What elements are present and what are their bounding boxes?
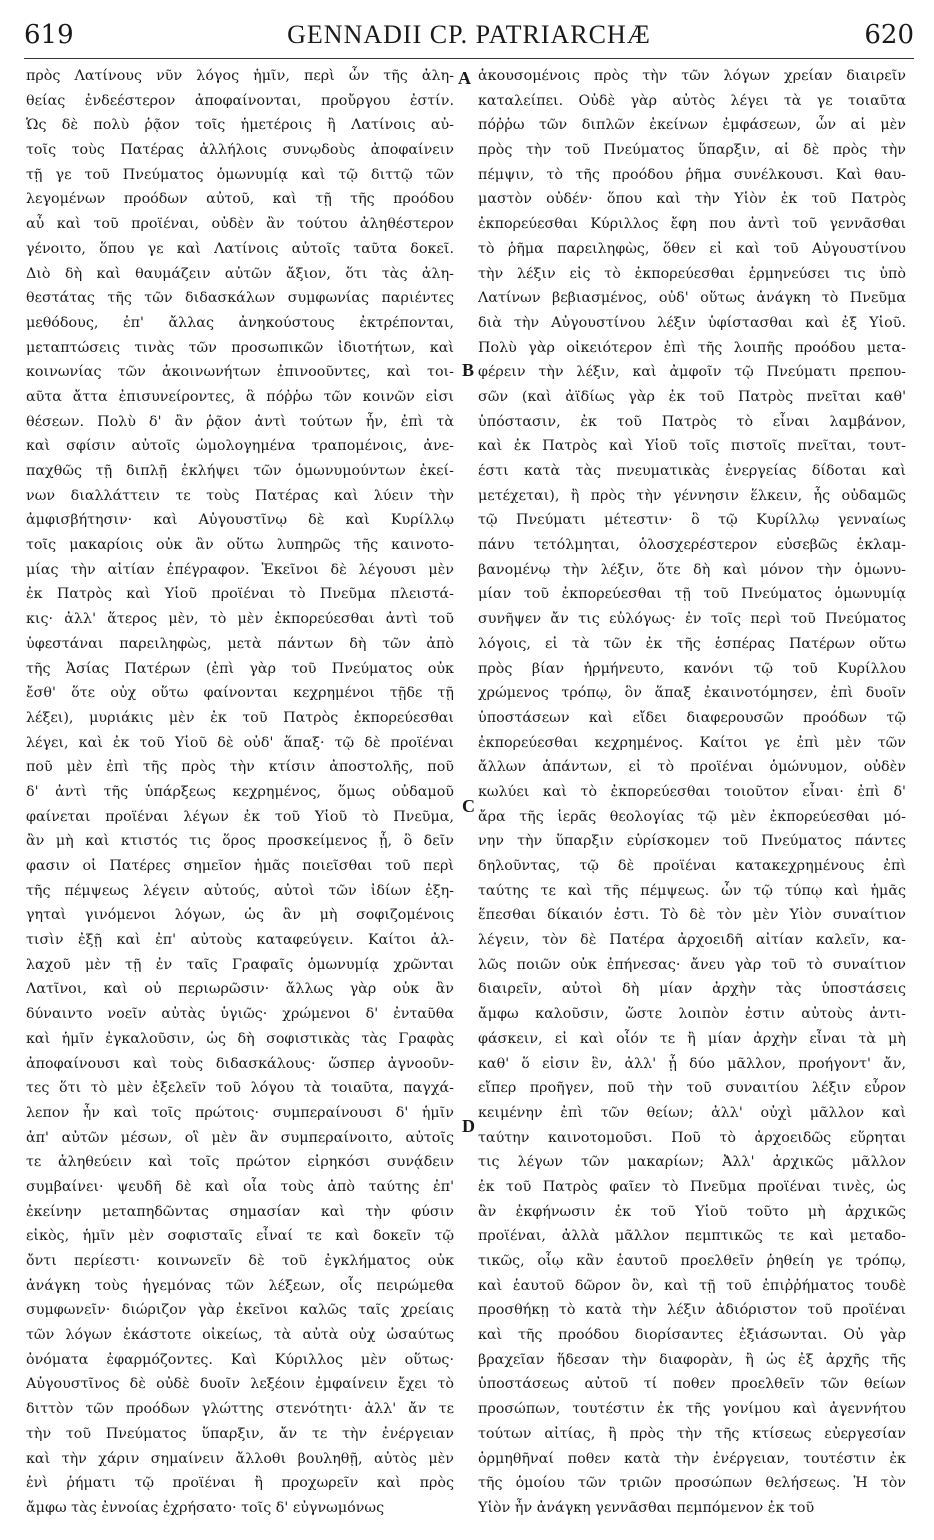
- margin-marker-d: D: [462, 1116, 475, 1136]
- text-line: ὁρμηθῆναί ποθεν κατὰ τὴν ἐνέργειαν, τουτέστιν ἐκ: [478, 1450, 906, 1467]
- text-line: φάσκειν, εἰ καὶ οἷόν τε ἢ μίαν ἀρχὴν εἶναι τὰ μὴ: [478, 1030, 906, 1047]
- text-line: συμβαίνει· ψευδῆ δὲ καὶ οἷα τοὺς ἀπὸ ταύτης ἐπ': [26, 1178, 454, 1195]
- text-line: τισὶν ἐξῇ καὶ ἐπ' αὐτοὺς καταφεύγειν. Καίτοι ἀλ-: [26, 932, 454, 949]
- text-line: Υἱὸν ἦν ἀνάγκη γεννᾶσθαι πεμπόμενον ἐκ τοῦ: [478, 1499, 815, 1516]
- text-line: αὖ καὶ τοῦ προϊέναι, οὐδὲν ἂν τούτου ἀληθέστερον: [26, 216, 454, 233]
- text-line: μεθόδους, ἐπ' ἄλλας ἀνηκούστους ἐκτρέπονται,: [26, 314, 454, 331]
- text-line: λέγει, καὶ ἐκ τοῦ Υἱοῦ δὲ οὐδ' ἅπαξ· τῷ δὲ προϊέναι: [26, 734, 454, 751]
- text-line: πέμψιν, τὸ τῆς προόδου ῥῆμα συνέλκουσι. Καὶ θαυ-: [478, 166, 906, 183]
- text-line: Πολὺ γὰρ οἰκειότερον ἐπὶ τῆς λοιπῆς προόδου μετα-: [478, 339, 906, 356]
- text-line: κις· ἀλλ' ἅτερος μὲν, τὸ μὲν ἐκπορεύεσθαι ἀντὶ τοῦ: [26, 611, 454, 628]
- text-line: καὶ τῆς προόδου διορίσαντες ἐξιάσωνται. Οὐ γὰρ: [478, 1327, 906, 1344]
- text-line: τὴν τοῦ Πνεύματος ὕπαρξιν, ἄν τε τὴν ἐνέργειαν: [26, 1425, 454, 1442]
- text-line: ὑπόστασιν, ἐκ τοῦ Πατρὸς τὸ εἶναι λαμβάνον,: [478, 413, 906, 430]
- text-line: τούτων αἰτίας, ἢ πρὸς τὴν τῆς κτίσεως εὐεργεσίαν: [478, 1425, 906, 1442]
- text-line: κειμένην ἐπὶ τῶν θείων; ἀλλ' οὐχὶ μᾶλλον καὶ: [478, 1104, 906, 1121]
- text-line: εἴπερ προῆγεν, ποῦ τὴν τοῦ συναιτίου λέξιν εὗρον: [478, 1080, 906, 1097]
- margin-marker-b: B: [462, 360, 475, 380]
- text-line: πρὸς βίαν ἡρμήνευτο, κανόνι τῷ τοῦ Κυρίλλου: [478, 660, 906, 677]
- text-line: γηταὶ γινόμενοι λόγων, ὡς ἂν μὴ σοφιζομένοις: [26, 907, 454, 924]
- text-line: ταύτην καινοτομοῦσι. Ποῦ τὸ ἀρχοειδῶς εὕρηται: [478, 1129, 906, 1146]
- text-line: θείας ἐνδεέστερον ἀποφαίνονται, προὔργου ἐστίν.: [26, 92, 454, 109]
- text-line: ἐκ τοῦ Πατρὸς φαῖεν τὸ Πνεῦμα προϊέναι τινὲς, ὡς: [478, 1178, 906, 1195]
- text-line: εἰκὸς, ἡμῖν μὲν σοφισταῖς εἶναί τε καὶ δοκεῖν τῷ: [26, 1228, 454, 1245]
- text-line: ἄμφω καλοῦσιν, ὥστε λοιπὸν ἐστιν αὐτοὺς ἀντι-: [478, 1006, 906, 1023]
- text-line: φέρειν τὴν λέξιν, καὶ ἀμφοῖν τῷ Πνεύματι πρεπου-: [478, 364, 906, 381]
- text-line: κωλύει καὶ τὸ ἐκπορεύεσθαι τοιοῦτον εἶναι· ἐπὶ δ': [478, 783, 906, 800]
- text-line: παχθῶς τῇ διπλῇ ἐκλήψει τῶν ὁμωνυμούντων ἐκεί-: [26, 463, 454, 479]
- text-line: μίας τὴν αἰτίαν ἐπέγραφον. Ἐκεῖνοι δὲ λέγουσι μὲν: [26, 561, 454, 578]
- text-line: θέσεων. Πολὺ δ' ἂν ῥᾷον ἀντὶ τούτων ἦν, ἐπὶ τὰ: [26, 413, 454, 430]
- text-line: σῶν (καὶ ἀϊδίως γὰρ ἐκ τοῦ Πατρὸς πνεῖται καθ': [478, 388, 906, 405]
- text-line: τικῶς, οἷῳ κἂν ἑαυτοῦ προελθεῖν ῥηθείη γε τρόπῳ,: [478, 1253, 906, 1269]
- text-line: ἔσθ' ὅτε οὐχ οὕτω φαίνονται κεχρημένοι τῇδε τῇ: [26, 685, 454, 702]
- text-line: λέξει), μυριάκις μὲν ἐκ τοῦ Πατρὸς ἐκπορεύεσθαι: [26, 709, 454, 726]
- text-line: πόῤῥω τῶν διπλῶν ἐκείνων ἐμφάσεων, ὧν αἱ μὲν: [478, 117, 906, 134]
- text-line: ταύτης τε καὶ τῆς πέμψεως. ὧν τῷ τύπῳ καὶ ἡμᾶς: [478, 882, 906, 899]
- text-line: ὑποστάσεων καὶ εἴδει διαφερουσῶν προόδων τῷ: [478, 709, 906, 726]
- text-line: κοινωνίας τῶν ἀκοινωνήτων ἐπινοοῦντες, καὶ τοι-: [26, 364, 454, 381]
- text-line: θεστάτας τῆς τῶν διδασκάλων συμφωνίας παριέντες: [26, 290, 454, 307]
- text-line: ὑφεστάναι παρειληφὼς, μετὰ πάντων δὴ τῶν ἀπὸ: [26, 635, 454, 652]
- text-line: συνῆψεν ἄν τις εὐλόγως· ἐν τοῖς περὶ τοῦ Πνεύματος: [478, 611, 906, 628]
- text-line: δ' ἀντὶ τῆς ὑπάρξεως κεχρημένος, ὅμως οὐδαμοῦ: [26, 783, 454, 800]
- text-line: πρὸς Λατίνους νῦν λόγος ἡμῖν, περὶ ὧν τῆς ἀλη-: [26, 68, 454, 84]
- text-line: καὶ ἡμῖν ἐγκαλοῦσιν, ὡς δὴ σοφιστικὰς τὰς Γραφὰς: [26, 1030, 454, 1047]
- text-line: λόγοις, εἰ τὰ τῶν ἐκ τῆς ἑσπέρας Πατέρων οὕτω: [478, 635, 906, 652]
- text-line: συμφωνεῖν· διώριζον γὰρ ἐκεῖνοι καλῶς ταῖς χρείαις: [26, 1302, 454, 1319]
- text-line: ἑνὶ ῥήματι τῷ προϊέναι ἢ προχωρεῖν καὶ πρὸς: [26, 1475, 454, 1492]
- text-line: ἐκπορεύεσθαι κεχρημένος. Καίτοι γε ἐπὶ μὲν τῶν: [478, 734, 906, 751]
- text-line: φασιν οἱ Πατέρες σημεῖον ἡμᾶς ποιεῖσθαι τοῦ περὶ: [26, 858, 454, 874]
- text-line: ἐκείνην μεταπηδῶντας σημασίαν καὶ τὴν φύσιν: [26, 1203, 454, 1220]
- text-line: ἐκπορεύεσθαι Κύριλλος ἔφη που ἀντὶ τοῦ γεννᾶσθαι: [478, 216, 906, 233]
- text-line: λαχοῦ μὲν τῇ ἐν ταῖς Γραφαῖς ὁμωνυμίᾳ χρῶνται: [26, 956, 454, 973]
- running-title: GENNADII CP. PATRIARCHÆ: [287, 20, 651, 49]
- text-line: Λατίνων βεβιασμένος, οὐδ' οὕτως ἀνάγκη τὸ Πνεῦμα: [478, 290, 906, 307]
- text-line: γένοιτο, ὅπου γε καὶ Λατίνοις αὐτοῖς ταῦτα δοκεῖ.: [26, 240, 454, 257]
- text-line: Λατῖνοι, καὶ οὐ περιωρῶσιν· ἄλλως γὰρ οὐκ ἂν: [26, 981, 454, 998]
- text-line: τῆς πέμψεως λέγειν αὐτούς, αὐτοὶ τῶν ἰδίων ἐξη-: [26, 882, 454, 899]
- text-line: μετέχεται), ἢ πρὸς τὴν γέννησιν ἕλκειν, ἧς οὐδαμῶς: [478, 487, 906, 504]
- text-line: λεπον ἦν καὶ τοῖς πρώτοις· συμπεραίνουσι δ' ἡμῖν: [26, 1104, 454, 1121]
- text-line: ἀκουσομένοις πρὸς τὴν τῶν λόγων χρείαν διαιρεῖν: [478, 68, 906, 84]
- text-line: τῆς Ἀσίας Πατέρων (ἐπὶ γὰρ τοῦ Πνεύματος οὐκ: [26, 660, 454, 677]
- text-line: νων διαλλάττειν τε τοὺς Πατέρας καὶ λύειν τὴν: [26, 487, 454, 504]
- text-line: διττὸν τῶν προόδων γλώττης στενότητι· ἀλλ' ἄν τε: [26, 1401, 454, 1418]
- text-line: λεγομένων προόδων αὐτοῦ, καὶ τῇ τῆς προόδου: [26, 191, 454, 208]
- text-line: ἀποφαίνουσι καὶ τοὺς διδασκάλους· ὥσπερ ἀγνοοῦν-: [26, 1055, 454, 1072]
- text-line: ἕπεσθαι δίκαιόν ἐστι. Τὸ δὲ τὸν μὲν Υἱὸν συναίτιον: [478, 907, 906, 924]
- text-line: ἂν μὴ καὶ κτιστός τις ὅρος προσκείμενος ᾖ, ὃ δεῖν: [26, 833, 454, 850]
- text-line: ποῦ μὲν ἐπὶ τῆς πρὸς τὴν κτίσιν ἀποστολῆς, ποῦ: [26, 759, 454, 776]
- text-line: τῷ Πνεύματι μέτεστιν· ὃ τῷ Κυρίλλῳ γενναίως: [478, 512, 906, 529]
- text-line: βραχεῖαν ἥδεσαν τὴν διαφορὰν, ἢ ὡς ἐξ ἀρχῆς τῆς: [478, 1351, 906, 1368]
- text-line: καὶ ἑαυτοῦ δῶρον ὂν, καὶ τῇ τοῦ ἐπιῤῥήματος τουδὲ: [478, 1277, 906, 1294]
- text-line: πάνυ τετόλμηται, ὁλοσχερέστερον εὐσεβῶς ἐκλαμ-: [478, 537, 906, 554]
- right-page-number: 620: [864, 20, 914, 50]
- text-line: ἄλλων ἁπάντων, εἰ τὸ προϊέναι ὁμώνυμον, οὐδὲν: [478, 759, 906, 776]
- text-line: λέγειν, τὸν δὲ Πατέρα ἀρχοειδῆ αἰτίαν καλεῖν, κα-: [478, 932, 906, 949]
- text-line: τῆς ὁμοίου τῶν τριῶν προσώπων θελήσεως. Ἡ τὸν: [478, 1475, 906, 1492]
- text-line: καταλείπει. Οὐδὲ γὰρ αὐτὸς λέγει τὰ γε τοιαῦτα: [478, 92, 906, 109]
- text-line: τις λέγων τῶν μακαρίων; Ἀλλ' ἀρχικῶς μᾶλλον: [478, 1154, 906, 1171]
- text-line: προσώπων, τουτέστιν ἐκ τῆς γονίμου καὶ ἀγεννήτου: [478, 1401, 906, 1418]
- text-line: τῶν λόγων ἑκάστοτε οἰκείως, τὰ αὐτὰ οὐχ ὡσαύτως: [26, 1327, 454, 1344]
- text-line: ἄρα τῆς ἱερᾶς θεολογίας τῷ μὲν ἐκπορεύεσθαι μό-: [478, 808, 906, 825]
- text-line: Διὸ δὴ καὶ θαυμάζειν αὐτῶν ἄξιον, ὅτι τὰς ἀλη-: [26, 265, 454, 282]
- text-line: ὀνόματα ἐφαρμόζοντες. Καὶ Κύριλλος μὲν οὕτως·: [26, 1351, 454, 1368]
- page-header: [24, 20, 914, 54]
- text-line: Ὡς δὲ πολὺ ῥᾷον τοῖς ἡμετέροις ἢ Λατίνοις αὐ-: [26, 117, 454, 134]
- text-line: προσθήκῃ τὸ κατὰ τὴν λέξιν ἀδιόριστον τοῦ προϊέναι: [478, 1302, 906, 1319]
- text-line: καὶ τὴν χάριν σημαίνειν ἄλλοθι βουληθῇ, αὐτὸς μὲν: [26, 1450, 454, 1467]
- text-line: τοῖς μακαρίοις οὐκ ἂν οὕτω λυπηρῶς τῆς καινοτο-: [26, 537, 454, 554]
- text-line: φαίνεται προϊέναι λέγων ἐκ τοῦ Υἱοῦ τὸ Πνεῦμα,: [26, 808, 454, 825]
- text-line: νην τὴν ὕπαρξιν εὑρίσκομεν τοῦ Πνεύματος πάντες: [478, 833, 906, 850]
- text-line: διαιρεῖν, αὐτοὶ δὴ μίαν ἀρχὴν τὰς ὑποστάσεις: [478, 981, 906, 998]
- text-line: χρώμενος τρόπῳ, ὃν ἅπαξ ἐκαινοτόμησεν, ἐπὶ δυοῖν: [478, 685, 906, 702]
- text-line: ὄντι περίεστι· κοινωνεῖν δὲ τοῦ ἐγκλήματος οὐκ: [26, 1253, 454, 1269]
- text-line: τες ὅτι τὸ μὲν ἐξελεῖν τοῦ λόγου τὰ τοιαῦτα, παγχά-: [26, 1080, 454, 1097]
- text-line: τὸ ῥῆμα παρειληφὼς, ὅθεν εἰ καὶ τοῦ Αὐγουστίνου: [478, 240, 906, 257]
- text-line: μαστὸν οὐδέν· ὅπου καὶ τὴν Υἱὸν ἐκ τοῦ Πατρὸς: [478, 191, 906, 208]
- text-line: καθ' ὅ εἰσιν ἓν, ἀλλ' ᾗ δύο μᾶλλον, προήγοντ' ἄν,: [478, 1055, 906, 1072]
- text-line: τὴν λέξιν εἰς τὸ ἐκπορεύεσθαι ἑρμηνεύσει τις ὑπὸ: [478, 265, 906, 282]
- text-line: τῇ γε τοῦ Πνεύματος ὁμωνυμίᾳ καὶ τῷ διττῷ τῶν: [26, 166, 454, 183]
- text-line: πρὸς τὴν τοῦ Πνεύματος ὕπαρξιν, αἱ δὲ πρὸς τὴν: [478, 142, 906, 159]
- text-line: καὶ σφίσιν αὐτοῖς ὡμολογημένα τραπομένοις, ἀνε-: [26, 438, 454, 455]
- text-line: ἀμφισβήτησιν· καὶ Αὐγουστῖνῳ δὲ καὶ Κυρίλλῳ: [26, 512, 454, 529]
- text-line: ἀνάγκη τοὺς ἡγεμόνας τῶν λέξεων, οἷς πειρώμεθα: [26, 1277, 454, 1294]
- header-rule: [24, 58, 914, 59]
- text-line: ἂν ἐκφήνωσιν ἐκ τοῦ Υἱοῦ τοῦτο μὴ ἀρχικῶς: [478, 1203, 906, 1220]
- text-line: έστι κατὰ τὰς πνευματικὰς ἐνεργείας δίδοται καὶ: [478, 463, 906, 479]
- text-line: μεταπτώσεις τινὰς τῶν προσωπικῶν ἰδιοτήτων, καὶ: [26, 339, 454, 356]
- text-line: ἀπ' αὐτῶν μέσων, οἳ μὲν ἂν συμπεραίνοιτο, αὐτοῖς: [26, 1129, 454, 1146]
- text-line: δύναιντο νοεῖν αὐτὰς ὑγιῶς· χρώμενοι δ' ἐνταῦθα: [26, 1006, 454, 1023]
- text-line: ὑποστάσεως αὐτοῦ τί ποθεν προελθεῖν τῶν θείων: [478, 1376, 906, 1393]
- text-line: μίαν τοῦ ἐκπορεύεσθαι τῇ τοῦ Πνεύματος ὁμωνυμίᾳ: [478, 586, 906, 603]
- text-line: τε ἀληθεύειν καὶ τοῖς πρώτον εἰρηκόσι συνᾴδειν: [26, 1154, 454, 1171]
- text-line: Αὐγουστῖνος δὲ οὐδὲ δυοῖν λεξέοιν ἐμφαίνειν ἔχει τὸ: [26, 1376, 454, 1393]
- left-column: [26, 64, 454, 1521]
- text-line: λῶς ποιῶν οὐκ ἐπήνεσας· ἄνευ γὰρ τοῦ τὸ συναίτιον: [478, 956, 906, 973]
- text-line: αῦτα ἄττα ἐπισυνείροντες, ἃ πόῤῥω τῶν κοινῶν εἰσι: [26, 388, 454, 405]
- text-line: ἐκ Πατρὸς καὶ Υἱοῦ προϊέναι τὸ Πνεῦμα πλειστά-: [26, 586, 454, 603]
- text-line: διὰ τὴν Αὐγουστίνου λέξιν ὑφίστασθαι καὶ ἐξ Υἱοῦ.: [478, 314, 906, 331]
- text-line: προϊέναι, ἀλλὰ μᾶλλον πεμπτικῶς τε καὶ μεταδο-: [478, 1228, 906, 1245]
- left-page-number: 619: [24, 20, 74, 50]
- text-line: καὶ ἐκ Πατρὸς καὶ Υἱοῦ τοῖς πιστοῖς πνεῖται, τουτ-: [478, 438, 906, 455]
- right-column: [478, 64, 906, 1521]
- margin-marker-a: A: [458, 68, 471, 88]
- text-line: βανομένῳ τὴν λέξιν, ὅτε δὴ καὶ μόνον τὴν ὁμωνυ-: [478, 561, 906, 578]
- text-line: δηλοῦντας, τῷ δὲ προϊέναι κατακεχρημένους ἐπὶ: [478, 858, 906, 874]
- text-line: ἄμφω τὰς ἐννοίας ἐχρήσατο· τοῖς δ' εὐγνωμόνως: [26, 1499, 385, 1516]
- text-line: τοῖς τοὺς Πατέρας ἀλλήλοις συνῳδοὺς ἀποφαίνειν: [26, 142, 454, 159]
- margin-marker-c: C: [462, 796, 475, 816]
